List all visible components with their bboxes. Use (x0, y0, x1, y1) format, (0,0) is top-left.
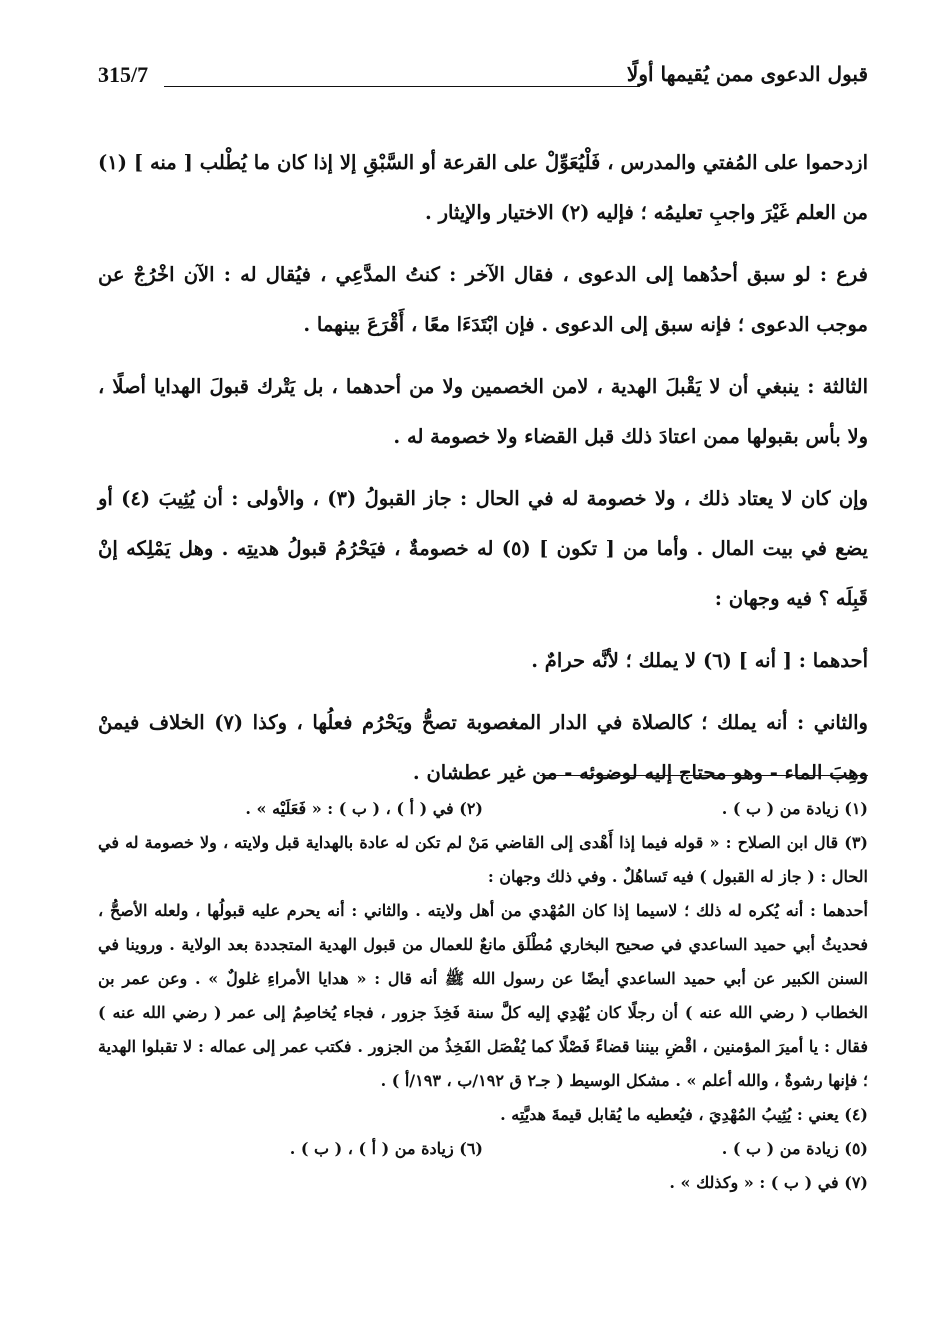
footnote-1: (١) زيادة من ( ب ) . (721, 799, 868, 818)
footnote-6: (٦) زيادة من ( أ ) ، ( ب ) . (289, 1139, 483, 1158)
paragraph-6: والثاني : أنه يملك ؛ كالصلاة في الدار المغصوبة تصحُّ ويَحْرُم فعلُها ، وكذا (٧) الخلاف فيمنْ وهِبَ الماء - وهو محتاج إليه لوضوئه - من غير عطشان . (98, 711, 868, 784)
footnote-4: (٤) يعني : يُثِيبُ المُهْدِيَ ، فيُعطيه ما يُقابل قيمةَ هديَّتِه . (500, 1105, 868, 1124)
footnote-2: (٢) في ( أ ) ، ( ب ) : « فَعَلَيْه » . (245, 799, 483, 818)
paragraph-3 (98, 362, 868, 462)
paragraph-2-body: لو سبق أحدُهما إلى الدعوى ، فقال الآخر : كنتُ المدَّعِي ، فيُقال له : الآن اخْرُجْ عن موجب الدعوى ؛ فإنه سبق إلى الدعوى . فإن ابْتَدَءَا معًا ، أَقْرَعَ بينهما . (98, 263, 868, 336)
paragraph-5: أحدهما : [ أنه ] (٦) لا يملك ؛ لأنَّه حرامٌ . (531, 649, 868, 672)
paragraph-4: وإن كان لا يعتاد ذلك ، ولا خصومة له في الحال : جاز القبولُ (٣) ، والأولى : أن يُثِيبَ (٤) أو يضع في بيت المال . وأما من [ تكون ] (٥) له خصومةٌ ، فيَحْرُمُ قبولُ هديتِه . وهل يَمْلِكه إنْ قَبِلَه ؟ فيه وجهان : (98, 487, 868, 610)
paragraph-3-lead: الثالثة : (807, 375, 869, 398)
footnote-3-body: أحدهما : أنه يُكره له ذلك ؛ لاسيما إذا كان المُهْدي من أهل ولايته . والثاني : أنه يحرم عليه قبولُها ، ولعله الأصحُّ ، فحديثُ أبي حميد الساعدي في صحيح البخاري مُطْلَق مانعٌ للعمال من قبول الهدية المتجددة بعد الولاية . وروينا في السنن الكبير عن أبي حميد الساعدي أيضًا عن رسول الله ﷺ أنه قال : « هدايا الأمراءِ غلولٌ » . وعن عمر بن الخطاب ( رضي الله عنه ) أن رجلًا كان يُهْدِي إليه كلَّ سنة فَخِذَ جزور ، فجاء يُخاصِمُ إلى عمر ( رضي الله عنه ) فقال : يا أميرَ المؤمنين ، اقْضِ بيننا قضاءً فَصْلًا كما يُفْصَل الفَخِذُ من الجزور . فكتب عمر إلى عماله : لا تقبلوا الهدية ؛ فإنها رشوةٌ ، والله أعلم » . مشكل الوسيط ( جـ٢ ق ١٩٢/ب ، ١٩٣/أ ) . (98, 901, 868, 1090)
footnote-3-intro: (٣) قال ابن الصلاح : « قوله فيما إذا أَهْدى إلى القاضي مَنْ لم تكن له عادة بالهداية قبل ولايته ، ولا خصومة له في الحال : ( جاز له القبول ) فيه تَساهُلٌ . وفي ذلك وجهان : (98, 833, 868, 886)
footnotes (98, 792, 868, 1200)
footnote-row-1-2 (98, 792, 868, 826)
running-title: قبول الدعوى ممن يُقيمها أولًا (626, 62, 868, 86)
header-rule (164, 86, 640, 87)
paragraph-3-body: ينبغي أن لا يَقْبلَ الهدية ، لامن الخصمين ولا من أحدهما ، بل يَتْرك قبولَ الهدايا أصلًا ، ولا بأس بقبولها ممن اعتادَ ذلك قبل القضاء ولا خصومة له . (98, 375, 868, 448)
footnote-7: (٧) في ( ب ) : « وكذلك » . (669, 1173, 868, 1192)
footnote-row-5-6 (98, 1132, 868, 1166)
paragraph-1: ازدحموا على المُفتي والمدرس ، فَلْيُعَوِّلْ على القرعة أو السَّبْقِ إلا إذا كان ما يُطْلب [ منه ] (١) من العلم غَيْرَ واجبِ تعليمُه ؛ فإليه (٢) الاختيار والإيثار . (98, 151, 868, 224)
main-text (98, 138, 868, 810)
page-number: 315/7 (98, 62, 149, 87)
footnote-5: (٥) زيادة من ( ب ) . (721, 1139, 868, 1158)
paragraph-2 (98, 250, 868, 350)
page-header (98, 62, 868, 96)
footnote-separator (540, 775, 868, 776)
paragraph-2-lead: فرع : (819, 263, 869, 286)
